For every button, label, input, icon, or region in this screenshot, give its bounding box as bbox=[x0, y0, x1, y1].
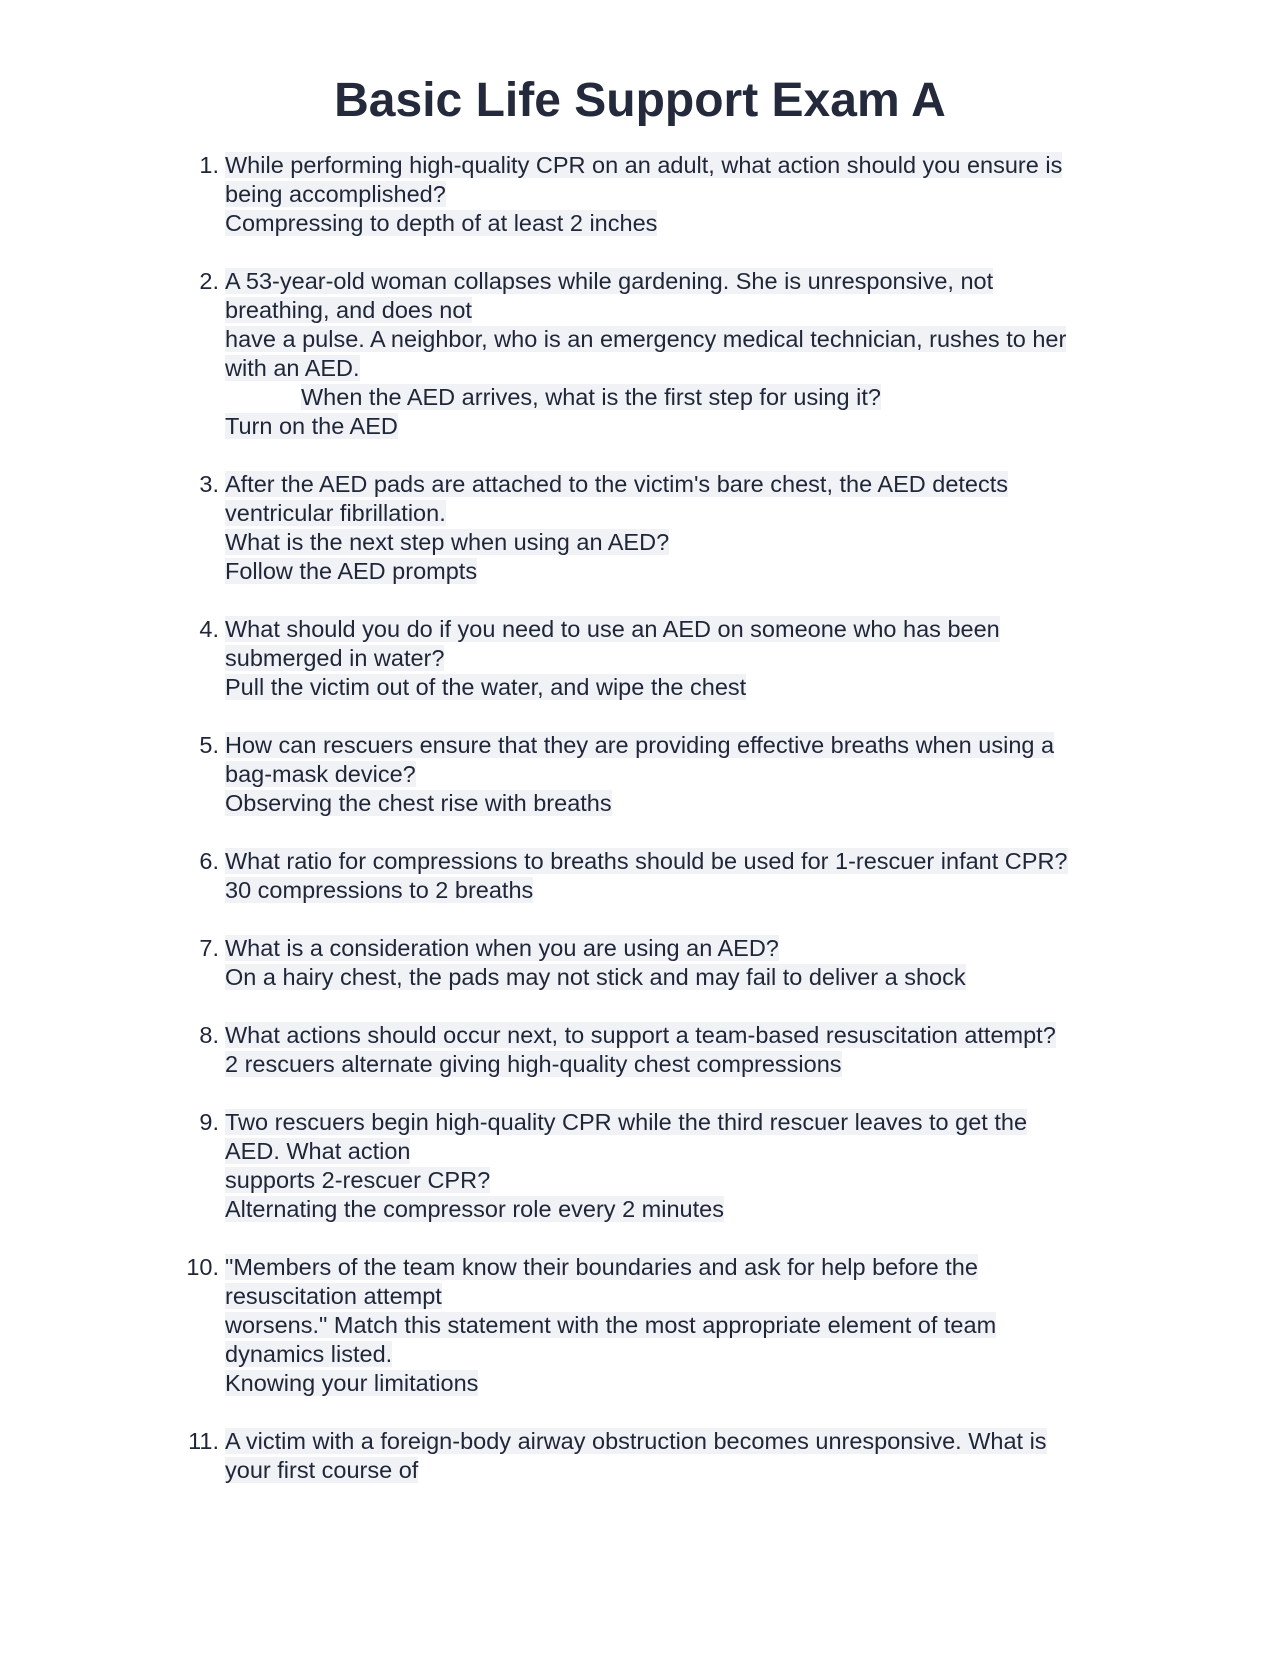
question-text: When the AED arrives, what is the first step for using it? bbox=[301, 384, 881, 410]
question-text: worsens." Match this statement with the most appropriate element of team bbox=[225, 1312, 997, 1338]
answer-text: Pull the victim out of the water, and wipe the chest bbox=[225, 674, 747, 700]
question-text: being accomplished? bbox=[225, 181, 446, 207]
question-text: How can rescuers ensure that they are providing effective breaths when using a bbox=[225, 732, 1055, 758]
question-text: "Members of the team know their boundaries and ask for help before the bbox=[225, 1254, 978, 1280]
answer-text: Follow the AED prompts bbox=[225, 558, 478, 584]
question-number: 6. bbox=[199, 848, 219, 874]
question-item-3 bbox=[0, 470, 1145, 586]
question-item-2 bbox=[0, 267, 1145, 441]
question-text: submerged in water? bbox=[225, 645, 445, 671]
answer-text: Knowing your limitations bbox=[225, 1370, 479, 1396]
question-number: 9. bbox=[199, 1109, 219, 1135]
question-text: What is the next step when using an AED? bbox=[225, 529, 670, 555]
question-text: What actions should occur next, to support a team-based resuscitation attempt? bbox=[225, 1022, 1056, 1048]
question-text: After the AED pads are attached to the victim's bare chest, the AED detects bbox=[225, 471, 1009, 497]
question-number: 5. bbox=[199, 732, 219, 758]
question-list bbox=[0, 151, 1280, 1514]
question-text: ventricular fibrillation. bbox=[225, 500, 446, 526]
question-item-8 bbox=[0, 1021, 1145, 1079]
question-number: 8. bbox=[199, 1022, 219, 1048]
page-title: Basic Life Support Exam A bbox=[334, 74, 946, 127]
question-number: 7. bbox=[199, 935, 219, 961]
question-text: with an AED. bbox=[225, 355, 360, 381]
question-item-6 bbox=[0, 847, 1145, 905]
question-item-11 bbox=[0, 1427, 1145, 1485]
question-item-1 bbox=[0, 151, 1145, 238]
answer-text: Compressing to depth of at least 2 inches bbox=[225, 210, 658, 236]
question-number: 2. bbox=[199, 268, 219, 294]
question-text: have a pulse. A neighbor, who is an emergency medical technician, rushes to her bbox=[225, 326, 1067, 352]
question-item-10 bbox=[0, 1253, 1145, 1398]
question-number: 1. bbox=[199, 152, 219, 178]
answer-text: Alternating the compressor role every 2 minutes bbox=[225, 1196, 724, 1222]
question-text: your first course of bbox=[225, 1457, 419, 1483]
answer-text: Turn on the AED bbox=[225, 413, 398, 439]
question-text: What is a consideration when you are using an AED? bbox=[225, 935, 779, 961]
question-text: A victim with a foreign-body airway obstruction becomes unresponsive. What is bbox=[225, 1428, 1047, 1454]
question-number: 11. bbox=[188, 1428, 219, 1454]
question-item-5 bbox=[0, 731, 1145, 818]
answer-text: Observing the chest rise with breaths bbox=[225, 790, 612, 816]
question-text: dynamics listed. bbox=[225, 1341, 393, 1367]
question-text: While performing high-quality CPR on an adult, what action should you ensure is bbox=[225, 152, 1063, 178]
question-number: 10. bbox=[186, 1254, 219, 1280]
question-text: breathing, and does not bbox=[225, 297, 472, 323]
question-text: supports 2-rescuer CPR? bbox=[225, 1167, 491, 1193]
question-text: AED. What action bbox=[225, 1138, 411, 1164]
answer-text: On a hairy chest, the pads may not stick and may fail to deliver a shock bbox=[225, 964, 966, 990]
answer-text: 2 rescuers alternate giving high-quality chest compressions bbox=[225, 1051, 842, 1077]
question-text: What should you do if you need to use an AED on someone who has been bbox=[225, 616, 1000, 642]
question-text: What ratio for compressions to breaths should be used for 1-rescuer infant CPR? bbox=[225, 848, 1068, 874]
question-text: bag-mask device? bbox=[225, 761, 416, 787]
question-text: Two rescuers begin high-quality CPR while the third rescuer leaves to get the bbox=[225, 1109, 1028, 1135]
question-item-4 bbox=[0, 615, 1145, 702]
question-number: 4. bbox=[199, 616, 219, 642]
question-item-7 bbox=[0, 934, 1145, 992]
answer-text: 30 compressions to 2 breaths bbox=[225, 877, 534, 903]
question-text: resuscitation attempt bbox=[225, 1283, 442, 1309]
question-number: 3. bbox=[199, 471, 219, 497]
question-item-9 bbox=[0, 1108, 1145, 1224]
question-text: A 53-year-old woman collapses while gardening. She is unresponsive, not bbox=[225, 268, 994, 294]
